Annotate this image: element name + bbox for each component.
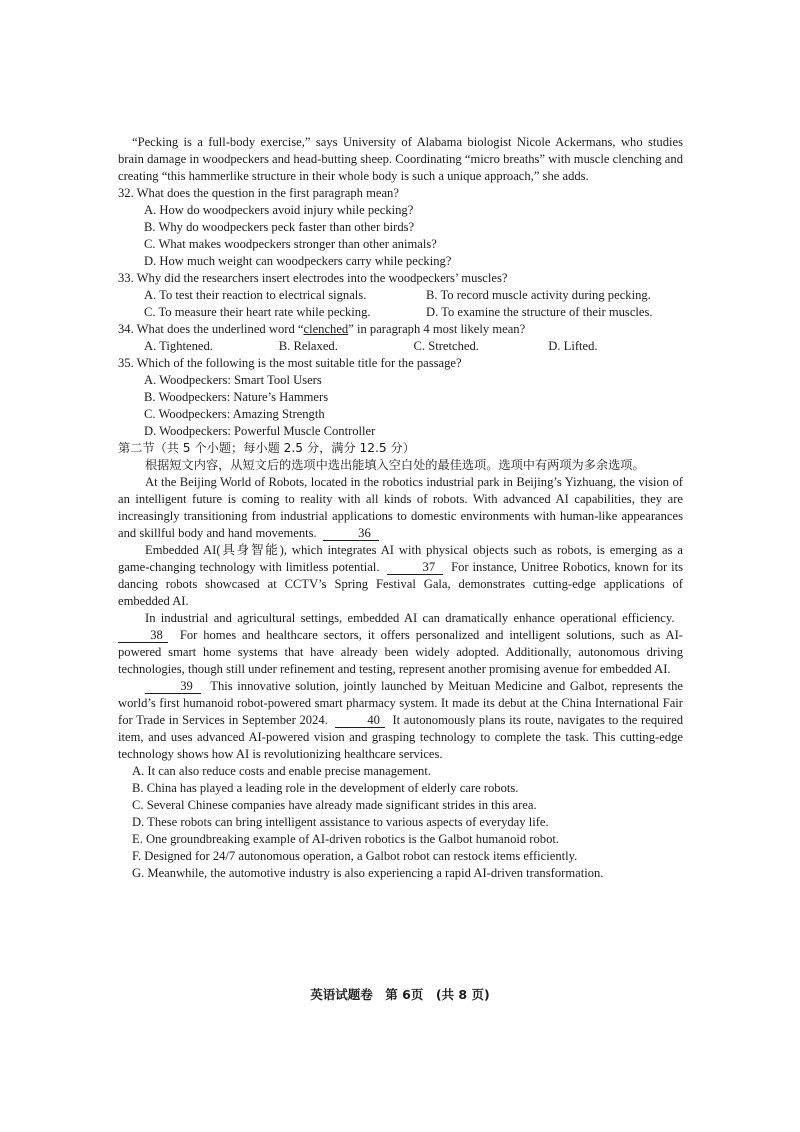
blank-37: 37 [387,560,443,575]
answer-choices [118,763,683,882]
passage-paragraph-3 [118,610,683,678]
question-stem: 33. Why did the researchers insert electrodes into the woodpeckers’ muscles? [118,271,508,285]
option-b: B. Relaxed. [278,339,338,353]
option-c: C. To measure their heart rate while pecking. [144,305,371,319]
option-a: A. Tightened. [144,339,213,353]
option-b: B. Woodpeckers: Nature’s Hammers [144,390,329,404]
option-d: D. To examine the structure of their muscles. [426,305,653,319]
choice-e: E. One groundbreaking example of AI-driven robotics is the Galbot humanoid robot. [132,832,560,846]
options-row [118,304,683,321]
option-d: D. How much weight can woodpeckers carry while pecking? [144,254,452,268]
passage-paragraph-1 [118,474,683,542]
question-stem: 32. What does the question in the first paragraph mean? [118,186,399,200]
blank-36: 36 [323,526,379,541]
options-row [118,338,683,355]
stem-text: ” in paragraph 4 most likely mean? [348,322,526,336]
intro-paragraph: “Pecking is a full-body exercise,” says University of Alabama biologist Nicole Ackermans, who studies brain damage in woodpeckers and head-butting sheep. Coordinating “micro breaths” with muscle clenching and creating “this hammerlike structure in their whole body is such a unique approach,” she adds. [118,135,683,183]
question-35 [118,355,683,440]
choice-b: B. China has played a leading role in the development of elderly care robots. [132,781,519,795]
option-a: A. Woodpeckers: Smart Tool Users [144,373,322,387]
passage-text: This innovative solution, jointly launched by Meituan Medicine and Galbot, represents the world’s first humanoid robot-powered smart pharmacy system. It made its debut at the China International Fair for Trade in Services in September 2024. [118,679,683,727]
option-c: C. Stretched. [413,339,479,353]
question-34 [118,321,683,355]
underlined-word: clenched [303,322,349,336]
page-content [118,134,683,882]
question-32 [118,185,683,270]
options-row [118,287,683,304]
section-instruction: 根据短文内容，从短文后的选项中选出能填入空白处的最佳选项。选项中有两项为多余选项。 [145,458,645,472]
page-footer: 英语试题卷 第 6页 (共 8 页) [310,987,490,1002]
option-c: C. Woodpeckers: Amazing Strength [144,407,325,421]
passage-text: In industrial and agricultural settings, embedded AI can dramatically enhance operational efficiency. [145,611,675,625]
passage-paragraph-2 [118,542,683,610]
option-b: B. To record muscle activity during pecking. [426,288,651,302]
option-a: A. How do woodpeckers avoid injury while pecking? [144,203,414,217]
option-a: A. To test their reaction to electrical signals. [144,288,367,302]
stem-text: 34. What does the underlined word “ [118,322,304,336]
passage-text: It autonomously plans its route, navigates to the required item, and uses advanced AI-powered vision and grasping technology to complete the task. This cutting-edge technology shows how AI is revolutionizing healthcare services. [118,713,684,761]
question-33 [118,270,683,321]
option-d: D. Woodpeckers: Powerful Muscle Controller [144,424,376,438]
blank-38: 38 [118,628,168,643]
passage-text: For instance, Unitree Robotics, known for its dancing robots showcased at CCTV’s Spring Festival Gala, demonstrates cutting-edge applications of embedded AI. [118,560,684,608]
option-c: C. What makes woodpeckers stronger than other animals? [144,237,437,251]
choice-c: C. Several Chinese companies have already made significant strides in this area. [132,798,537,812]
choice-f: F. Designed for 24/7 autonomous operation, a Galbot robot can restock items efficiently. [132,849,578,863]
passage-text: Embedded AI(具身智能), which integrates AI with physical objects such as robots, is emerging as a game-changing technology with limitless potential. [118,543,683,574]
question-stem: 35. Which of the following is the most suitable title for the passage? [118,356,462,370]
passage-text: At the Beijing World of Robots, located in the robotics industrial park in Beijing’s Yizhuang, the vision of an intelligent future is coming to reality with all kinds of robots. With advanced AI capabilities, they are increasingly transitioning from industrial applications to domestic environments with human-like appearances and skillful body and hand movements. [118,475,683,540]
blank-40: 40 [335,713,385,728]
section-heading: 第二节（共 5 个小题；每小题 2.5 分，满分 12.5 分） [118,441,415,455]
blank-39: 39 [145,679,201,694]
question-stem [118,321,683,338]
passage-paragraph-4 [118,678,683,763]
passage-text: For homes and healthcare sectors, it offers personalized and intelligent solutions, such as AI-powered smart home systems that have already been widely adopted. Additionally, autonomous driving technologies, though still under refinement and testing, represent another promising avenue for embedded AI. [118,628,683,676]
choice-a: A. It can also reduce costs and enable precise management. [132,764,431,778]
option-d: D. Lifted. [548,339,598,353]
choice-d: D. These robots can bring intelligent assistance to various aspects of everyday life. [132,815,549,829]
option-b: B. Why do woodpeckers peck faster than other birds? [144,220,415,234]
choice-g: G. Meanwhile, the automotive industry is also experiencing a rapid AI-driven transformation. [132,866,604,880]
